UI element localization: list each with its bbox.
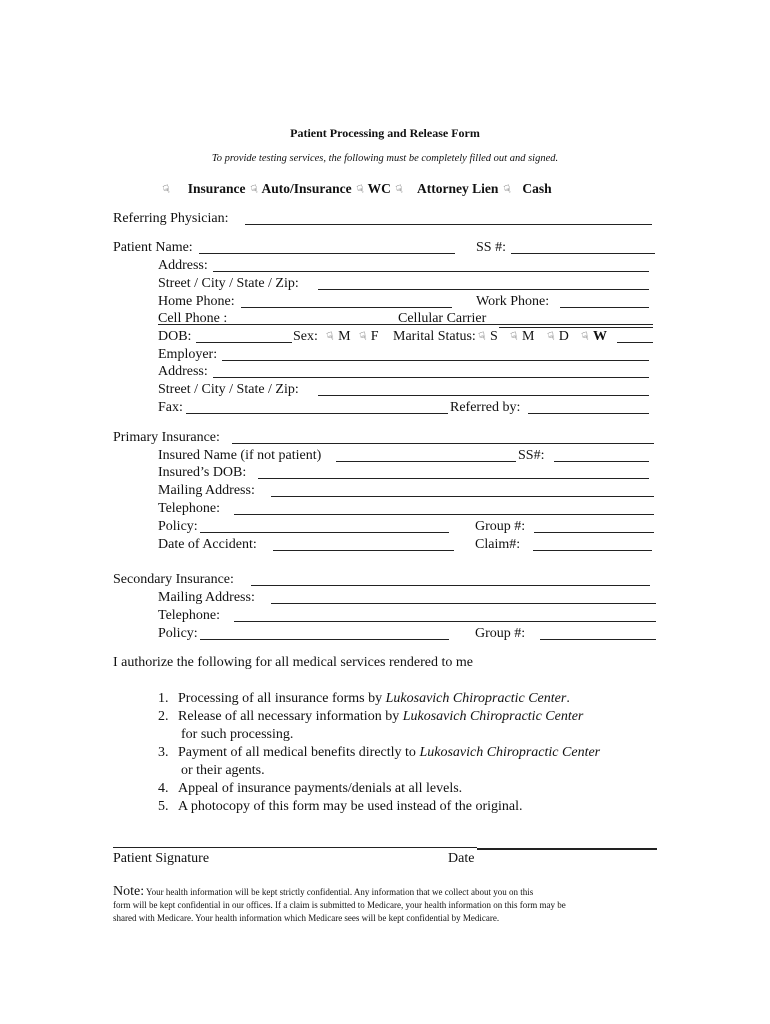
date-field[interactable] [477,848,657,850]
referred-by-label: Referred by: [450,400,521,415]
note-text-3: shared with Medicare. Your health information which Medicare sees will be kept confidential by Medicare. [113,913,500,923]
primary-policy-field[interactable] [200,532,449,533]
marital-m-checkbox-icon[interactable]: ☟ [509,330,520,344]
cellular-carrier-label: Cellular Carrier [398,311,487,326]
insured-dob-label: Insured’s DOB: [158,465,247,480]
insured-name-field[interactable] [336,461,516,462]
employer-address-label: Address: [158,364,208,379]
fax-label: Fax: [158,400,183,415]
note-block [113,885,566,925]
address-field[interactable] [213,271,649,272]
note-text-2: form will be kept confidential in our offices. If a claim is submitted to Medicare, your health information on this form may be [113,900,566,910]
insured-ss-field[interactable] [554,461,649,462]
authorize-statement: I authorize the following for all medical services rendered to me [113,655,473,670]
referring-physician-label: Referring Physician: [113,211,229,226]
home-phone-field[interactable] [241,307,452,308]
list-item-continuation: for such processing. [181,727,294,742]
work-phone-field[interactable] [560,307,649,308]
secondary-mailing-label: Mailing Address: [158,590,255,605]
dob-field[interactable] [196,342,292,343]
secondary-insurance-field[interactable] [251,585,650,586]
primary-group-label: Group #: [475,519,526,534]
option-auto-insurance[interactable]: ☟ Auto/Insurance [249,181,352,197]
page-subtitle: To provide testing services, the following must be completely filled out and signed. [211,153,559,164]
list-item: 2. Release of all necessary information by Lukosavich Chiropractic Center [158,709,584,724]
employer-address-field[interactable] [213,377,649,378]
claim-label: Claim#: [475,537,521,552]
page-title: Patient Processing and Release Form [290,126,480,140]
insured-ss-label: SS#: [518,448,545,463]
secondary-mailing-field[interactable] [271,603,656,604]
checkbox-icon[interactable]: ☟ [249,183,260,197]
work-phone-label: Work Phone: [476,294,550,309]
marital-s-checkbox-icon[interactable]: ☟ [477,330,488,344]
date-label: Date [448,851,475,866]
address-label: Address: [158,258,208,273]
note-label: Note: [113,884,145,899]
home-phone-label: Home Phone: [158,294,235,309]
signature-field[interactable] [113,847,477,848]
option-insurance[interactable]: ☟ Insurance [161,181,246,197]
secondary-policy-label: Policy: [158,626,198,641]
secondary-insurance-label: Secondary Insurance: [113,572,234,587]
list-item: 5. A photocopy of this form may be used instead of the original. [158,799,523,814]
insured-dob-field[interactable] [258,478,649,479]
list-item: 3. Payment of all medical benefits directly to Lukosavich Chiropractic Center [158,745,601,760]
ss-field[interactable] [511,253,655,254]
street-field[interactable] [318,289,649,290]
note-text-1: Your health information will be kept strictly confidential. Any information that we collect about you on this [144,887,534,897]
list-item-continuation: or their agents. [181,763,265,778]
sex-f-checkbox-icon[interactable]: ☟ [358,330,369,344]
marital-d-checkbox-icon[interactable]: ☟ [546,330,557,344]
cell-phone-label: Cell Phone : [158,311,228,326]
marital-w-checkbox-icon[interactable]: ☟ [580,330,591,344]
dob-label: DOB: [158,329,192,344]
option-attorney-lien[interactable]: ☟ Attorney Lien [394,181,499,197]
list-item: 4. Appeal of insurance payments/denials at all levels. [158,781,463,796]
marital-status-line [617,342,653,343]
marital-status-group: Marital Status: ☟ S ☟ M ☟ D ☟ W [393,329,608,344]
employer-street-field[interactable] [318,395,649,396]
checkbox-icon[interactable]: ☟ [394,183,405,197]
employer-label: Employer: [158,347,218,362]
secondary-telephone-field[interactable] [234,621,656,622]
sex-group: Sex: ☟ M ☟ F [293,329,379,344]
employer-street-label: Street / City / State / Zip: [158,382,299,397]
checkbox-icon[interactable]: ☟ [355,183,366,197]
primary-insurance-label: Primary Insurance: [113,430,220,445]
accident-date-label: Date of Accident: [158,537,257,552]
secondary-group-field[interactable] [540,639,656,640]
referred-by-field[interactable] [528,413,649,414]
checkbox-icon[interactable]: ☟ [161,183,172,197]
claim-field[interactable] [533,550,652,551]
ss-label: SS #: [476,240,506,255]
fax-field[interactable] [186,413,448,414]
primary-mailing-field[interactable] [271,496,654,497]
secondary-policy-field[interactable] [200,639,449,640]
patient-name-field[interactable] [199,253,455,254]
patient-name-label: Patient Name: [113,240,193,255]
secondary-group-label: Group #: [475,626,526,641]
accident-date-field[interactable] [273,550,454,551]
primary-telephone-field[interactable] [234,514,654,515]
list-item: 1. Processing of all insurance forms by Lukosavich Chiropractic Center. [158,691,570,706]
checkbox-icon[interactable]: ☟ [502,183,512,197]
signature-label: Patient Signature [113,851,210,866]
primary-group-field[interactable] [534,532,654,533]
primary-telephone-label: Telephone: [158,501,220,516]
payment-options [163,181,552,197]
street-label: Street / City / State / Zip: [158,276,299,291]
secondary-telephone-label: Telephone: [158,608,220,623]
employer-field[interactable] [222,360,649,361]
primary-insurance-field[interactable] [232,443,654,444]
option-wc[interactable]: ☟ WC [355,181,391,197]
cellular-carrier-field[interactable] [499,327,653,328]
primary-policy-label: Policy: [158,519,198,534]
referring-physician-field[interactable] [245,224,652,225]
primary-mailing-label: Mailing Address: [158,483,255,498]
sex-m-checkbox-icon[interactable]: ☟ [325,330,336,344]
option-cash[interactable]: ☟ Cash [502,181,552,197]
insured-name-label: Insured Name (if not patient) [158,448,322,463]
